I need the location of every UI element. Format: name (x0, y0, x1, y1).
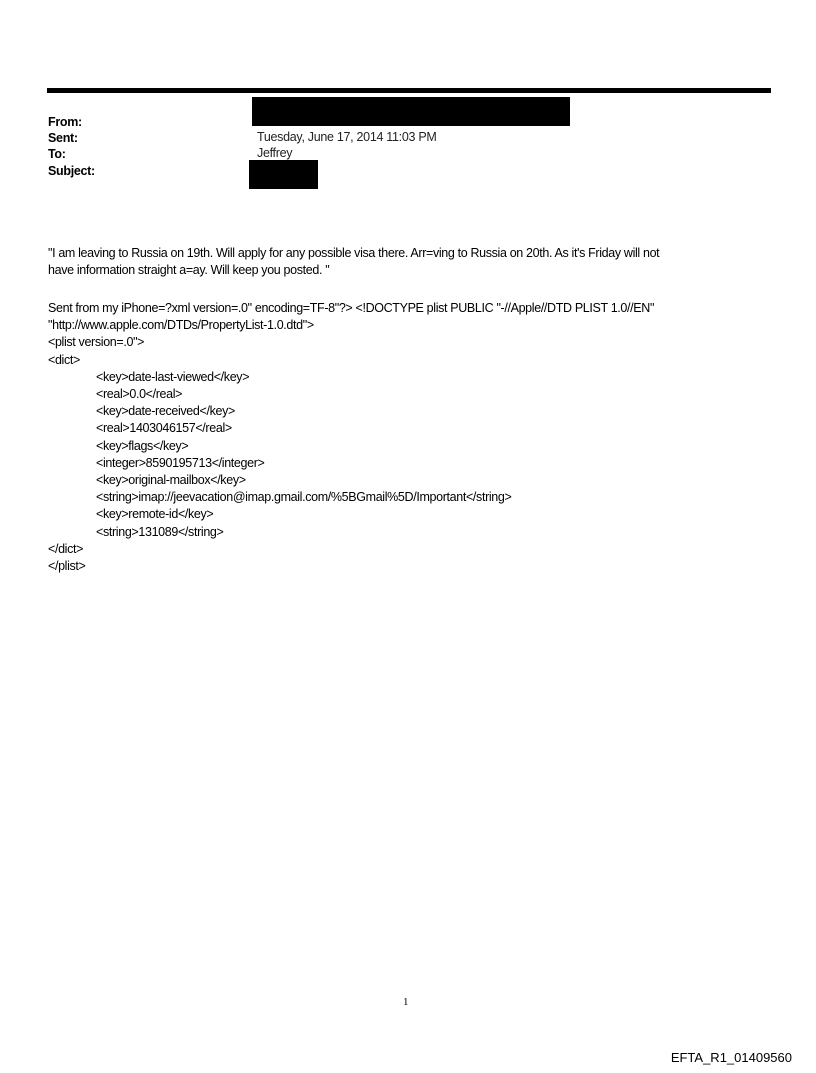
message-line: "I am leaving to Russia on 19th. Will apply for any possible visa there. Arr=ving to Russia on 20th. As it's Friday will not (48, 246, 660, 260)
page-number: 1 (403, 996, 409, 1008)
plist-line: <key>date-last-viewed</key> (96, 369, 250, 384)
plist-line: <real>0.0</real> (96, 387, 183, 401)
plist-line: <string>imap://jeevacation@imap.gmail.com/%5BGmail%5D/Important</string> (96, 490, 512, 505)
subject-redaction (249, 160, 318, 189)
plist-line: <dict> (48, 352, 80, 367)
header-rule (47, 88, 771, 93)
from-label: From: (48, 115, 82, 129)
plist-line: <key>date-received</key> (96, 404, 235, 419)
footer-id: EFTA_R1_01409560 (670, 1050, 792, 1065)
message-line: have information straight a=ay. Will keep you posted. " (48, 263, 330, 277)
plist-line: </dict> (48, 541, 84, 556)
plist-line: <key>original-mailbox</key> (96, 473, 246, 487)
to-value: Jeffrey (257, 146, 293, 160)
from-redaction (252, 97, 570, 126)
plist-line: </plist> (48, 559, 86, 573)
sent-value: Tuesday, June 17, 2014 11:03 PM (257, 130, 437, 144)
sent-label: Sent: (48, 131, 78, 145)
plist-line: <real>1403046157</real> (96, 421, 232, 436)
plist-line: <key>flags</key> (96, 438, 189, 453)
plist-line: <plist version=.0"> (48, 335, 145, 350)
to-label: To: (48, 147, 66, 161)
plist-line: <integer>8590195713</integer> (96, 455, 265, 470)
subject-label: Subject: (48, 164, 95, 178)
plist-line: <string>131089</string> (96, 524, 224, 539)
plist-line: "http://www.apple.com/DTDs/PropertyList-1.0.dtd"> (48, 318, 314, 333)
plist-line: <key>remote-id</key> (96, 507, 214, 522)
plist-line: Sent from my iPhone=?xml version=.0" encoding=TF-8"?> <!DOCTYPE plist PUBLIC "-//Apple//DTD PLIST 1.0//EN" (48, 301, 655, 315)
